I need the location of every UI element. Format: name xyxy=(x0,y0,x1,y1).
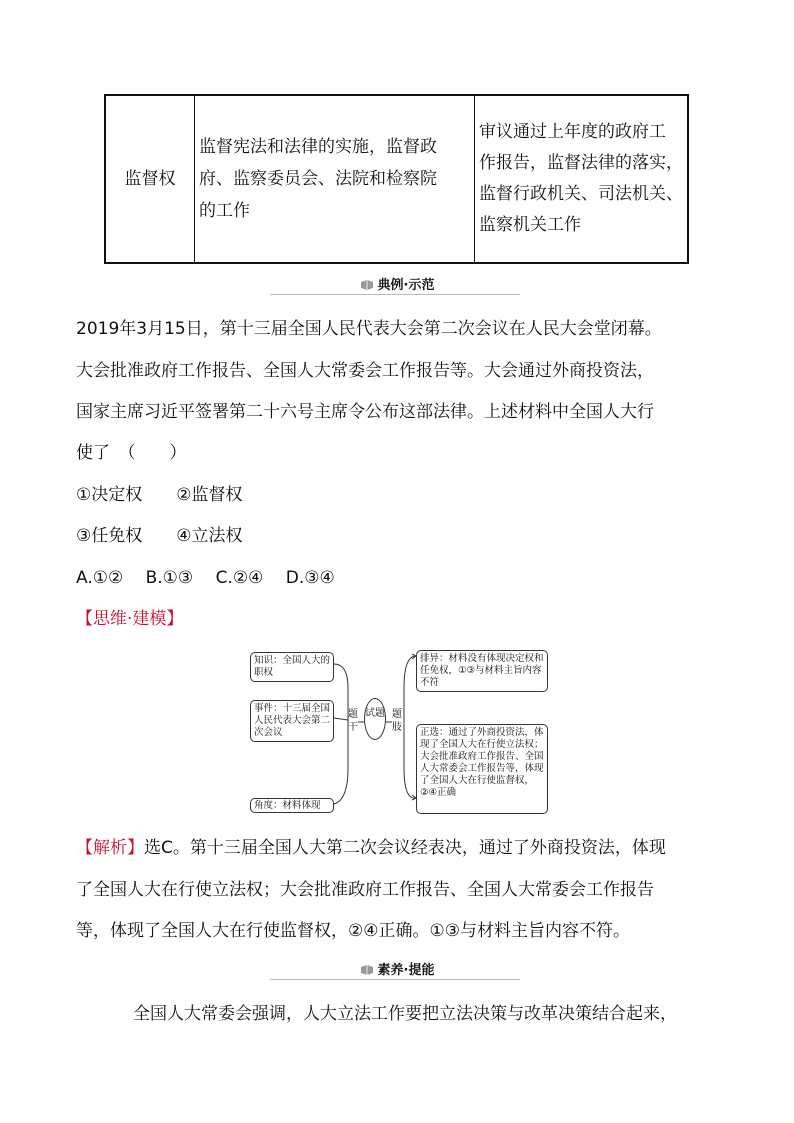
correct-box: 正选：通过了外商投资法，体现了全国人大在行使立法权；大会批准政府工作报告、全国人大常委会工作报告等，体现了全国人大在行使监督权，②④正确 xyxy=(416,724,548,814)
section-title: 素养·提能 xyxy=(377,963,435,978)
question-line: 大会批准政府工作报告、全国人大常委会工作报告等。大会通过外商投资法， xyxy=(76,361,654,381)
question-line: 2019年3月15日，第十三届全国人民代表大会第二次会议在人民大会堂闭幕。 xyxy=(76,319,662,339)
closing-line: 全国人大常委会强调，人大立法工作要把立法决策与改革决策结合起来， xyxy=(133,1004,677,1024)
example-line: 审议通过上年度的政府工 xyxy=(479,122,666,142)
thinking-title: 【思维·建模】 xyxy=(76,609,184,629)
content-line: 的工作 xyxy=(199,201,250,221)
analysis-text: 选C。第十三届全国人大第二次会议经表决，通过了外商投资法，体现 xyxy=(144,838,666,858)
example-line: 监察机关工作 xyxy=(479,215,581,235)
analysis-line: 了全国人大在行使立法权；大会批准政府工作报告、全国人大常委会工作报告 xyxy=(76,880,654,900)
reasoning-diagram xyxy=(246,648,548,814)
exclude-box: 排异：材料没有体现决定权和任免权，①③与材料主旨内容不符 xyxy=(416,650,548,692)
analysis-line: 等，体现了全国人大在行使监督权，②④正确。①③与材料主旨内容不符。 xyxy=(76,921,630,941)
power-example-cell xyxy=(475,95,689,263)
power-content-cell xyxy=(195,95,475,263)
answer-choices: A.①② B.①③ C.②④ D.③④ xyxy=(76,568,335,588)
question-line: 使了 （ ） xyxy=(76,443,187,463)
content-line: 府、监察委员会、法院和检察院 xyxy=(199,169,437,189)
table-row xyxy=(105,95,688,263)
options-row: ③任免权 ④立法权 xyxy=(76,526,243,546)
power-name: 监督权 xyxy=(124,168,176,189)
example-line: 监督行政机关、司法机关、 xyxy=(479,184,683,204)
analysis-tag: 【解析】 xyxy=(76,838,144,858)
section-header-literacy xyxy=(0,961,794,983)
power-name-cell xyxy=(105,95,195,263)
book-icon xyxy=(360,279,374,290)
example-line: 作报告，监督法律的落实， xyxy=(479,153,683,173)
section-title: 典例·示范 xyxy=(377,278,435,293)
options-row: ①决定权 ②监督权 xyxy=(76,485,243,505)
content-line: 监督宪法和法律的实施，监督政 xyxy=(199,137,437,157)
question-line: 国家主席习近平签署第二十六号主席令公布这部法律。上述材料中全国人大行 xyxy=(76,402,654,422)
analysis-line xyxy=(76,834,666,862)
section-header-example xyxy=(0,276,794,298)
book-icon xyxy=(360,964,374,975)
event-box: 事件：十三届全国人民代表大会第二次会议 xyxy=(250,700,334,742)
angle-box: 角度：材料体现 xyxy=(250,798,334,813)
powers-table xyxy=(104,94,689,264)
center-label: 试题 xyxy=(364,698,386,740)
knowledge-box: 知识：全国人大的职权 xyxy=(250,652,334,682)
stem-label: 题干 xyxy=(348,709,358,733)
options-label: 题肢 xyxy=(392,709,402,733)
